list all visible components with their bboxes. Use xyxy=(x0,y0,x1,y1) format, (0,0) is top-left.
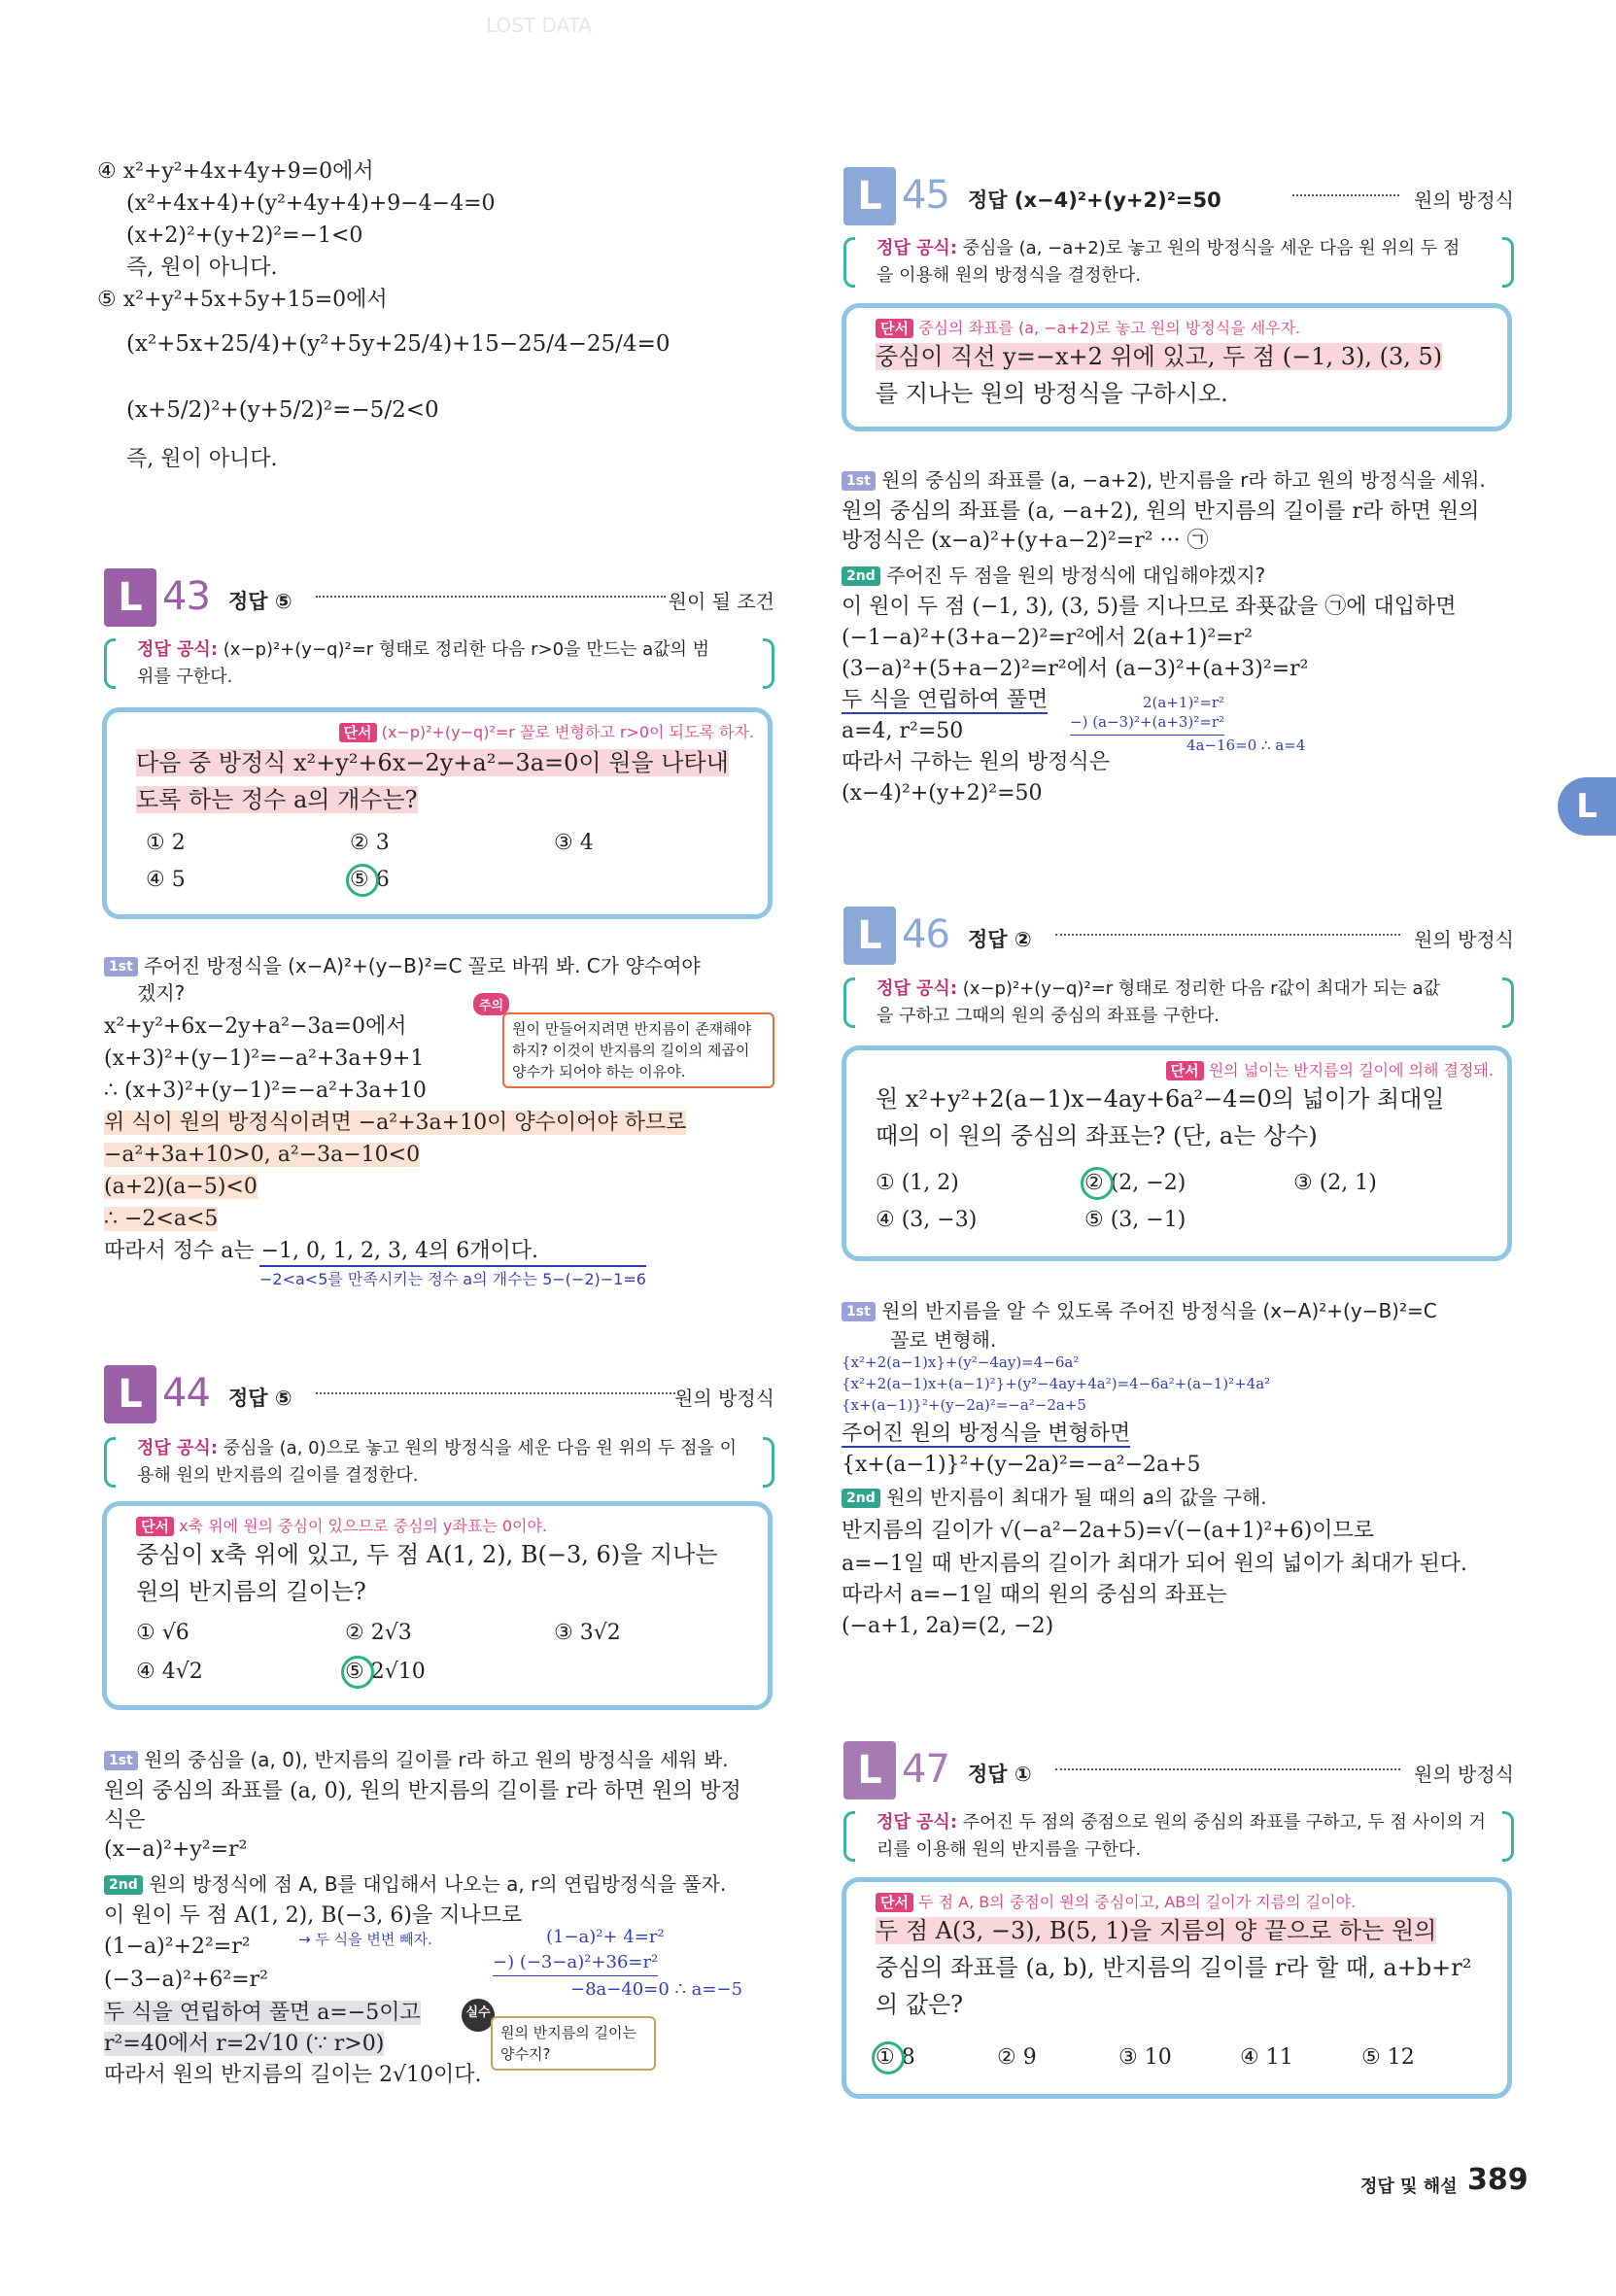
sol-line-6: (−3−a)²+6²=r² xyxy=(104,1968,268,1992)
problem-number: 43 xyxy=(162,574,210,619)
formula-box-43 xyxy=(104,636,774,691)
formula-box-44 xyxy=(104,1435,774,1490)
formula-label: 정답 공식: xyxy=(137,639,219,660)
sol-line-7: ∴ −2<a<5 xyxy=(104,1207,219,1231)
step-badge-1st: 1st xyxy=(104,957,138,977)
formula-text: 주어진 두 점의 중점으로 원의 중심의 좌표를 구하고, 두 점 사이의 거 xyxy=(962,1812,1486,1833)
bracket-right xyxy=(1502,977,1514,1028)
question-line-3: 의 값은? xyxy=(876,1991,964,2018)
choice-3[interactable]: ③ 4 xyxy=(554,831,594,855)
sol-line-4: a=−1일 때 반지름의 길이가 최대가 되어 원의 넓이가 최대가 된다. xyxy=(842,1552,1467,1576)
formula-text: (x−p)²+(y−q)²=r 형태로 정리한 다음 r>0을 만드는 a값의 범 xyxy=(223,639,710,660)
leader-dots xyxy=(1292,194,1399,196)
sol-line-3: 이 원이 두 점 (−1, 3), (3, 5)를 지나므로 좌푯값을 ㉠에 대입하면 xyxy=(842,595,1457,619)
side-calc-3: −8a−40=0 ∴ a=−5 xyxy=(570,1979,743,2000)
formula-text: (x−p)²+(y−q)²=r 형태로 정리한 다음 r값이 최대가 되는 a값 xyxy=(962,978,1440,999)
side-calc-2: −) (a−3)²+(a+3)²=r² xyxy=(1070,709,1224,736)
choice-4[interactable]: ④ (3, −3) xyxy=(876,1208,978,1232)
question-line-1: 중심이 x축 위에 있고, 두 점 A(1, 2), B(−3, 6)을 지나는 xyxy=(136,1541,718,1568)
sol-line-2: 방정식은 (x−a)²+(y+a−2)²=r² ··· ㉠ xyxy=(842,529,1209,553)
formula-label: 정답 공식: xyxy=(137,1438,219,1458)
aside-line-1: {x²+2(a−1)x}+(y²−4ay)=4−6a² xyxy=(842,1354,1080,1371)
page-number: 389 xyxy=(1467,2163,1529,2197)
hint-tag: 단서 xyxy=(876,319,913,338)
sol-line-1: 주어진 원의 방정식을 변형하면 xyxy=(842,1422,1131,1446)
caution-note: 원이 만들어지려면 반지름이 존재해야 하지? 이것이 반지름의 길이의 제곱이 양수가 되어야 하는 이유야. xyxy=(502,1012,774,1088)
question-line-1: 원 x²+y²+2(a−1)x−4ay+6a²−4=0의 넓이가 최대일 xyxy=(876,1085,1445,1113)
sol-line-9: (x−4)²+(y+2)²=50 xyxy=(842,781,1043,805)
formula-text-2: 을 이용해 원의 방정식을 결정한다. xyxy=(877,265,1142,286)
sol-line-3: 반지름의 길이가 √(−a²−2a+5)=√(−(a+1)²+6)이므로 xyxy=(842,1519,1375,1543)
choice-4[interactable]: ④ 5 xyxy=(146,868,186,892)
question-box-46 xyxy=(842,1045,1512,1261)
hint-tag: 단서 xyxy=(1166,1061,1204,1080)
step-text-2nd: 원의 반지름이 최대가 될 때의 a의 값을 구해. xyxy=(886,1486,1267,1509)
lesson-l-badge: L xyxy=(843,907,896,965)
sol-line-1: 원의 중심의 좌표를 (a, 0), 원의 반지름의 길이를 r라 하면 원의 방정 xyxy=(104,1779,741,1803)
sol-line-7: 두 식을 연립하여 풀면 a=−5이고 xyxy=(104,2001,421,2025)
hint-tag: 단서 xyxy=(136,1517,174,1536)
question-line-1: 중심이 직선 y=−x+2 위에 있고, 두 점 (−1, 3), (3, 5) xyxy=(876,343,1443,370)
question-line-1: 다음 중 방정식 x²+y²+6x−2y+a²−3a=0이 원을 나타내 xyxy=(136,749,729,776)
caution-tag: 주의 xyxy=(473,993,509,1015)
sol-line-5: 따라서 a=−1일 때의 원의 중심의 좌표는 xyxy=(842,1583,1227,1607)
problem-number: 47 xyxy=(902,1747,949,1792)
sol-line-2: (x+3)²+(y−1)²=−a²+3a+9+1 xyxy=(104,1046,425,1071)
sol-line-5: (1−a)²+2²=r² xyxy=(104,1935,251,1959)
question-line-2: 중심의 좌표를 (a, b), 반지름의 길이를 r라 할 때, a+b+r² xyxy=(876,1954,1472,1981)
choice-5[interactable]: ⑤ 6 xyxy=(350,868,390,892)
step-text-2: 주어진 두 점을 원의 방정식에 대입해야겠지? xyxy=(886,564,1266,587)
sol-line-5: −a²+3a+10>0, a²−3a−10<0 xyxy=(104,1143,421,1167)
answer-check-mark xyxy=(872,2041,905,2074)
choice-3[interactable]: ③ 10 xyxy=(1118,2045,1172,2070)
answer-check-mark xyxy=(341,1656,374,1689)
bracket-right xyxy=(1502,1811,1514,1862)
sol-line-2: 식은 xyxy=(104,1808,146,1833)
formula-text: 중심을 (a, 0)으로 놓고 원의 방정식을 세운 다음 원 위의 두 점을 이 xyxy=(223,1438,737,1458)
formula-label: 정답 공식: xyxy=(877,1812,958,1833)
side-calc-1: 2(a+1)²=r² xyxy=(1143,694,1225,711)
side-calc-3: 4a−16=0 ∴ a=4 xyxy=(1186,737,1306,754)
step-badge-1st: 1st xyxy=(842,471,876,491)
formula-label: 정답 공식: xyxy=(877,238,958,258)
answer-check-mark xyxy=(1081,1167,1114,1200)
problem-43-header xyxy=(104,568,774,629)
choice-2[interactable]: ② (2, −2) xyxy=(1084,1171,1186,1195)
topic-label: 원의 방정식 xyxy=(1414,188,1514,212)
step-badge-2nd: 2nd xyxy=(104,1875,143,1895)
question-box-44 xyxy=(102,1501,773,1710)
bracket-right xyxy=(1502,237,1514,288)
bracket-left xyxy=(104,638,116,689)
problem-45-header xyxy=(843,167,1514,227)
aside-line-3: {x+(a−1)}²+(y−2a)²=−a²−2a+5 xyxy=(842,1396,1086,1414)
sol-line-4: (−1−a)²+(3+a−2)²=r²에서 2(a+1)²=r² xyxy=(842,626,1253,650)
choice-4[interactable]: ④ 4√2 xyxy=(136,1660,203,1684)
leader-dots xyxy=(1055,934,1400,936)
formula-text-2: 을 구하고 그때의 원의 중심의 좌표를 구한다. xyxy=(877,1006,1221,1026)
footnote: −2<a<5를 만족시키는 정수 a의 개수는 5−(−2)−1=6 xyxy=(259,1265,646,1292)
question-line-2: 원의 반지름의 길이는? xyxy=(136,1578,366,1605)
sol-line-8: r²=40에서 r=2√10 (∵ r>0) xyxy=(104,2032,385,2056)
question-line-2: 를 지나는 원의 방정식을 구하시오. xyxy=(876,380,1228,407)
sol42-line7: (x+5/2)²+(y+5/2)²=−5/2<0 xyxy=(126,397,439,423)
bracket-left xyxy=(843,977,855,1028)
leader-dots xyxy=(1055,1768,1400,1770)
sol-line-8: 따라서 정수 a는 −1, 0, 1, 2, 3, 4의 6개이다. xyxy=(104,1239,538,1263)
side-calc-2: −) (−3−a)²+36=r² xyxy=(493,1950,658,1976)
choice-2[interactable]: ② 9 xyxy=(997,2045,1037,2070)
lesson-l-badge: L xyxy=(843,1741,896,1799)
sol42-line8: 즉, 원이 아니다. xyxy=(126,447,278,471)
choice-4[interactable]: ④ 11 xyxy=(1240,2045,1293,2070)
formula-text-2: 용해 원의 반지름의 길이를 결정한다. xyxy=(137,1465,419,1486)
mistake-tag: 실수 xyxy=(462,1999,495,2032)
step-text-2: 원의 방정식에 점 A, B를 대입해서 나오는 a, r의 연립방정식을 풀자. xyxy=(149,1872,727,1896)
problem-number: 46 xyxy=(902,912,949,957)
formula-text-2: 리를 이용해 원의 반지름을 구한다. xyxy=(877,1839,1142,1860)
topic-label: 원이 될 조건 xyxy=(668,590,774,613)
question-line-2: 도록 하는 정수 a의 개수는? xyxy=(136,786,418,813)
hint-text: x축 위에 원의 중심이 있으므로 중심의 y좌표는 0이야. xyxy=(179,1517,548,1535)
footer-label: 정답 및 해설 xyxy=(1360,2176,1458,2197)
step-badge-1st: 1st xyxy=(104,1751,138,1770)
sol-line-5: (3−a)²+(5+a−2)²=r²에서 (a−3)²+(a+3)²=r² xyxy=(842,657,1309,681)
top-faded-header: LOST DATA xyxy=(486,14,592,37)
problem-number: 45 xyxy=(902,173,949,218)
question-box-45 xyxy=(842,303,1512,431)
mistake-note: 원의 반지름의 길이는 양수지? xyxy=(491,2016,656,2071)
sol-line-3: ∴ (x+3)²+(y−1)²=−a²+3a+10 xyxy=(104,1079,427,1103)
answer-label: 정답 ① xyxy=(968,1763,1032,1786)
answer-label: 정답 (x−4)²+(y+2)²=50 xyxy=(968,188,1221,212)
formula-label: 정답 공식: xyxy=(877,978,958,999)
step-badge-1st: 1st xyxy=(842,1302,876,1321)
sol-line-1: x²+y²+6x−2y+a²−3a=0에서 xyxy=(104,1014,407,1039)
choice-1[interactable]: ① √6 xyxy=(136,1621,189,1645)
answer-label: 정답 ⑤ xyxy=(228,1387,292,1410)
lesson-l-badge: L xyxy=(843,167,896,225)
question-line-2: 때의 이 원의 중심의 좌표는? (단, a는 상수) xyxy=(876,1122,1318,1149)
question-line-1: 두 점 A(3, −3), B(5, 1)을 지름의 양 끝으로 하는 원의 xyxy=(876,1917,1437,1944)
choice-1[interactable]: ① (1, 2) xyxy=(876,1171,959,1195)
problem-number: 44 xyxy=(162,1371,210,1416)
formula-text: 중심을 (a, −a+2)로 놓고 원의 방정식을 세운 다음 원 위의 두 점 xyxy=(962,238,1461,258)
choice-2[interactable]: ② 3 xyxy=(350,831,390,855)
hint-tag: 단서 xyxy=(339,723,377,742)
sol-line-4: 위 식이 원의 방정식이려면 −a²+3a+10이 양수이어야 하므로 xyxy=(104,1111,687,1135)
answer-label: 정답 ② xyxy=(968,928,1032,951)
step-text: 원의 반지름을 알 수 있도록 주어진 방정식을 (x−A)²+(y−B)²=C xyxy=(881,1299,1437,1322)
formula-text-2: 위를 구한다. xyxy=(137,667,233,687)
answer-check-mark xyxy=(346,864,379,897)
choice-3[interactable]: ③ (2, 1) xyxy=(1293,1171,1377,1195)
choice-2[interactable]: ② 2√3 xyxy=(345,1621,412,1645)
bracket-left xyxy=(104,1437,116,1488)
answer-label: 정답 ⑤ xyxy=(228,590,292,613)
problem-47-header xyxy=(843,1741,1514,1801)
arrow-note: → 두 식을 변변 빼자. xyxy=(298,1931,432,1948)
sol-line-3: (x−a)²+y²=r² xyxy=(104,1837,248,1862)
sol42-line3: (x+2)²+(y+2)²=−1<0 xyxy=(126,223,363,248)
sol-line-8: 따라서 구하는 원의 방정식은 xyxy=(842,750,1111,774)
choice-5[interactable]: ⑤ 12 xyxy=(1361,2045,1415,2070)
sol42-line4: 즉, 원이 아니다. xyxy=(126,256,278,280)
step-badge-2nd: 2nd xyxy=(842,566,880,586)
topic-label: 원의 방정식 xyxy=(674,1387,774,1410)
sol42-line1: ④ x²+y²+4x+4y+9=0에서 xyxy=(97,159,374,184)
sol-line-6: (a+2)(a−5)<0 xyxy=(104,1175,258,1199)
hint-text: 원의 넓이는 반지름의 길이에 의해 결정돼. xyxy=(1208,1061,1494,1079)
step-badge-2nd: 2nd xyxy=(842,1489,880,1508)
sol-line-9: 따라서 원의 반지름의 길이는 2√10이다. xyxy=(104,2063,482,2087)
choice-3[interactable]: ③ 3√2 xyxy=(554,1621,621,1645)
sol-line-7: a=4, r²=50 xyxy=(842,719,964,743)
sol-line-6: (−a+1, 2a)=(2, −2) xyxy=(842,1614,1054,1638)
step-text-2: 꼴로 변형해. xyxy=(890,1328,997,1352)
step-text: 원의 중심의 좌표를 (a, −a+2), 반지름을 r라 하고 원의 방정식을 세워. xyxy=(881,468,1486,492)
lesson-l-badge: L xyxy=(104,1365,156,1423)
step-text: 주어진 방정식을 (x−A)²+(y−B)²=C 꼴로 바꿔 봐. C가 양수여야 xyxy=(144,954,701,977)
formula-box-46 xyxy=(843,976,1514,1030)
bracket-left xyxy=(843,1811,855,1862)
sol42-line2: (x²+4x+4)+(y²+4y+4)+9−4−4=0 xyxy=(126,191,496,216)
topic-label: 원의 방정식 xyxy=(1414,1763,1514,1786)
bracket-left xyxy=(843,237,855,288)
question-box-47 xyxy=(842,1877,1512,2099)
hint-tag: 단서 xyxy=(876,1893,913,1912)
formula-box-47 xyxy=(843,1809,1514,1864)
step-text-2: 겠지? xyxy=(137,981,186,1005)
leader-dots xyxy=(316,596,666,598)
formula-box-45 xyxy=(843,235,1514,290)
choice-5[interactable]: ⑤ 2√10 xyxy=(345,1660,426,1684)
choice-5[interactable]: ⑤ (3, −1) xyxy=(1084,1208,1186,1232)
step-text: 원의 중심을 (a, 0), 반지름의 길이를 r라 하고 원의 방정식을 세워 봐. xyxy=(144,1748,729,1771)
sol42-line5: ⑤ x²+y²+5x+5y+15=0에서 xyxy=(97,288,388,312)
side-calc-1: (1−a)²+ 4=r² xyxy=(546,1927,665,1947)
sol-line-4: 이 원이 두 점 A(1, 2), B(−3, 6)을 지나므로 xyxy=(104,1903,523,1928)
problem-46-header xyxy=(843,907,1514,967)
choice-1[interactable]: ① 2 xyxy=(146,831,186,855)
hint-text: 중심의 좌표를 (a, −a+2)로 놓고 원의 방정식을 세우자. xyxy=(918,319,1301,337)
hint-text: 두 점 A, B의 중점이 원의 중심이고, AB의 길이가 지름의 길이야. xyxy=(918,1893,1357,1911)
sol-line-2: {x+(a−1)}²+(y−2a)²=−a²−2a+5 xyxy=(842,1453,1201,1477)
problem-44-header xyxy=(104,1365,774,1425)
bracket-right xyxy=(763,1437,774,1488)
leader-dots xyxy=(316,1392,675,1394)
sol-line-1: 원의 중심의 좌표를 (a, −a+2), 원의 반지름의 길이를 r라 하면 원의 xyxy=(842,499,1480,524)
bracket-right xyxy=(763,638,774,689)
choice-1[interactable]: ① 8 xyxy=(876,2045,915,2070)
question-box-43 xyxy=(102,707,773,919)
sol-line-6: 두 식을 연립하여 풀면 xyxy=(842,688,1049,712)
sol42-line6: (x²+5x+25/4)+(y²+5y+25/4)+15−25/4−25/4=0 xyxy=(126,331,670,357)
topic-label: 원의 방정식 xyxy=(1414,928,1514,951)
lesson-l-badge: L xyxy=(104,568,156,627)
hint-text: (x−p)²+(y−q)²=r 꼴로 변형하고 r>0이 되도록 하자. xyxy=(381,723,754,741)
section-tab-L: L xyxy=(1558,777,1616,836)
aside-line-2: {x²+2(a−1)x+(a−1)²}+(y²−4ay+4a²)=4−6a²+(a−1)²+4a² xyxy=(842,1375,1271,1392)
